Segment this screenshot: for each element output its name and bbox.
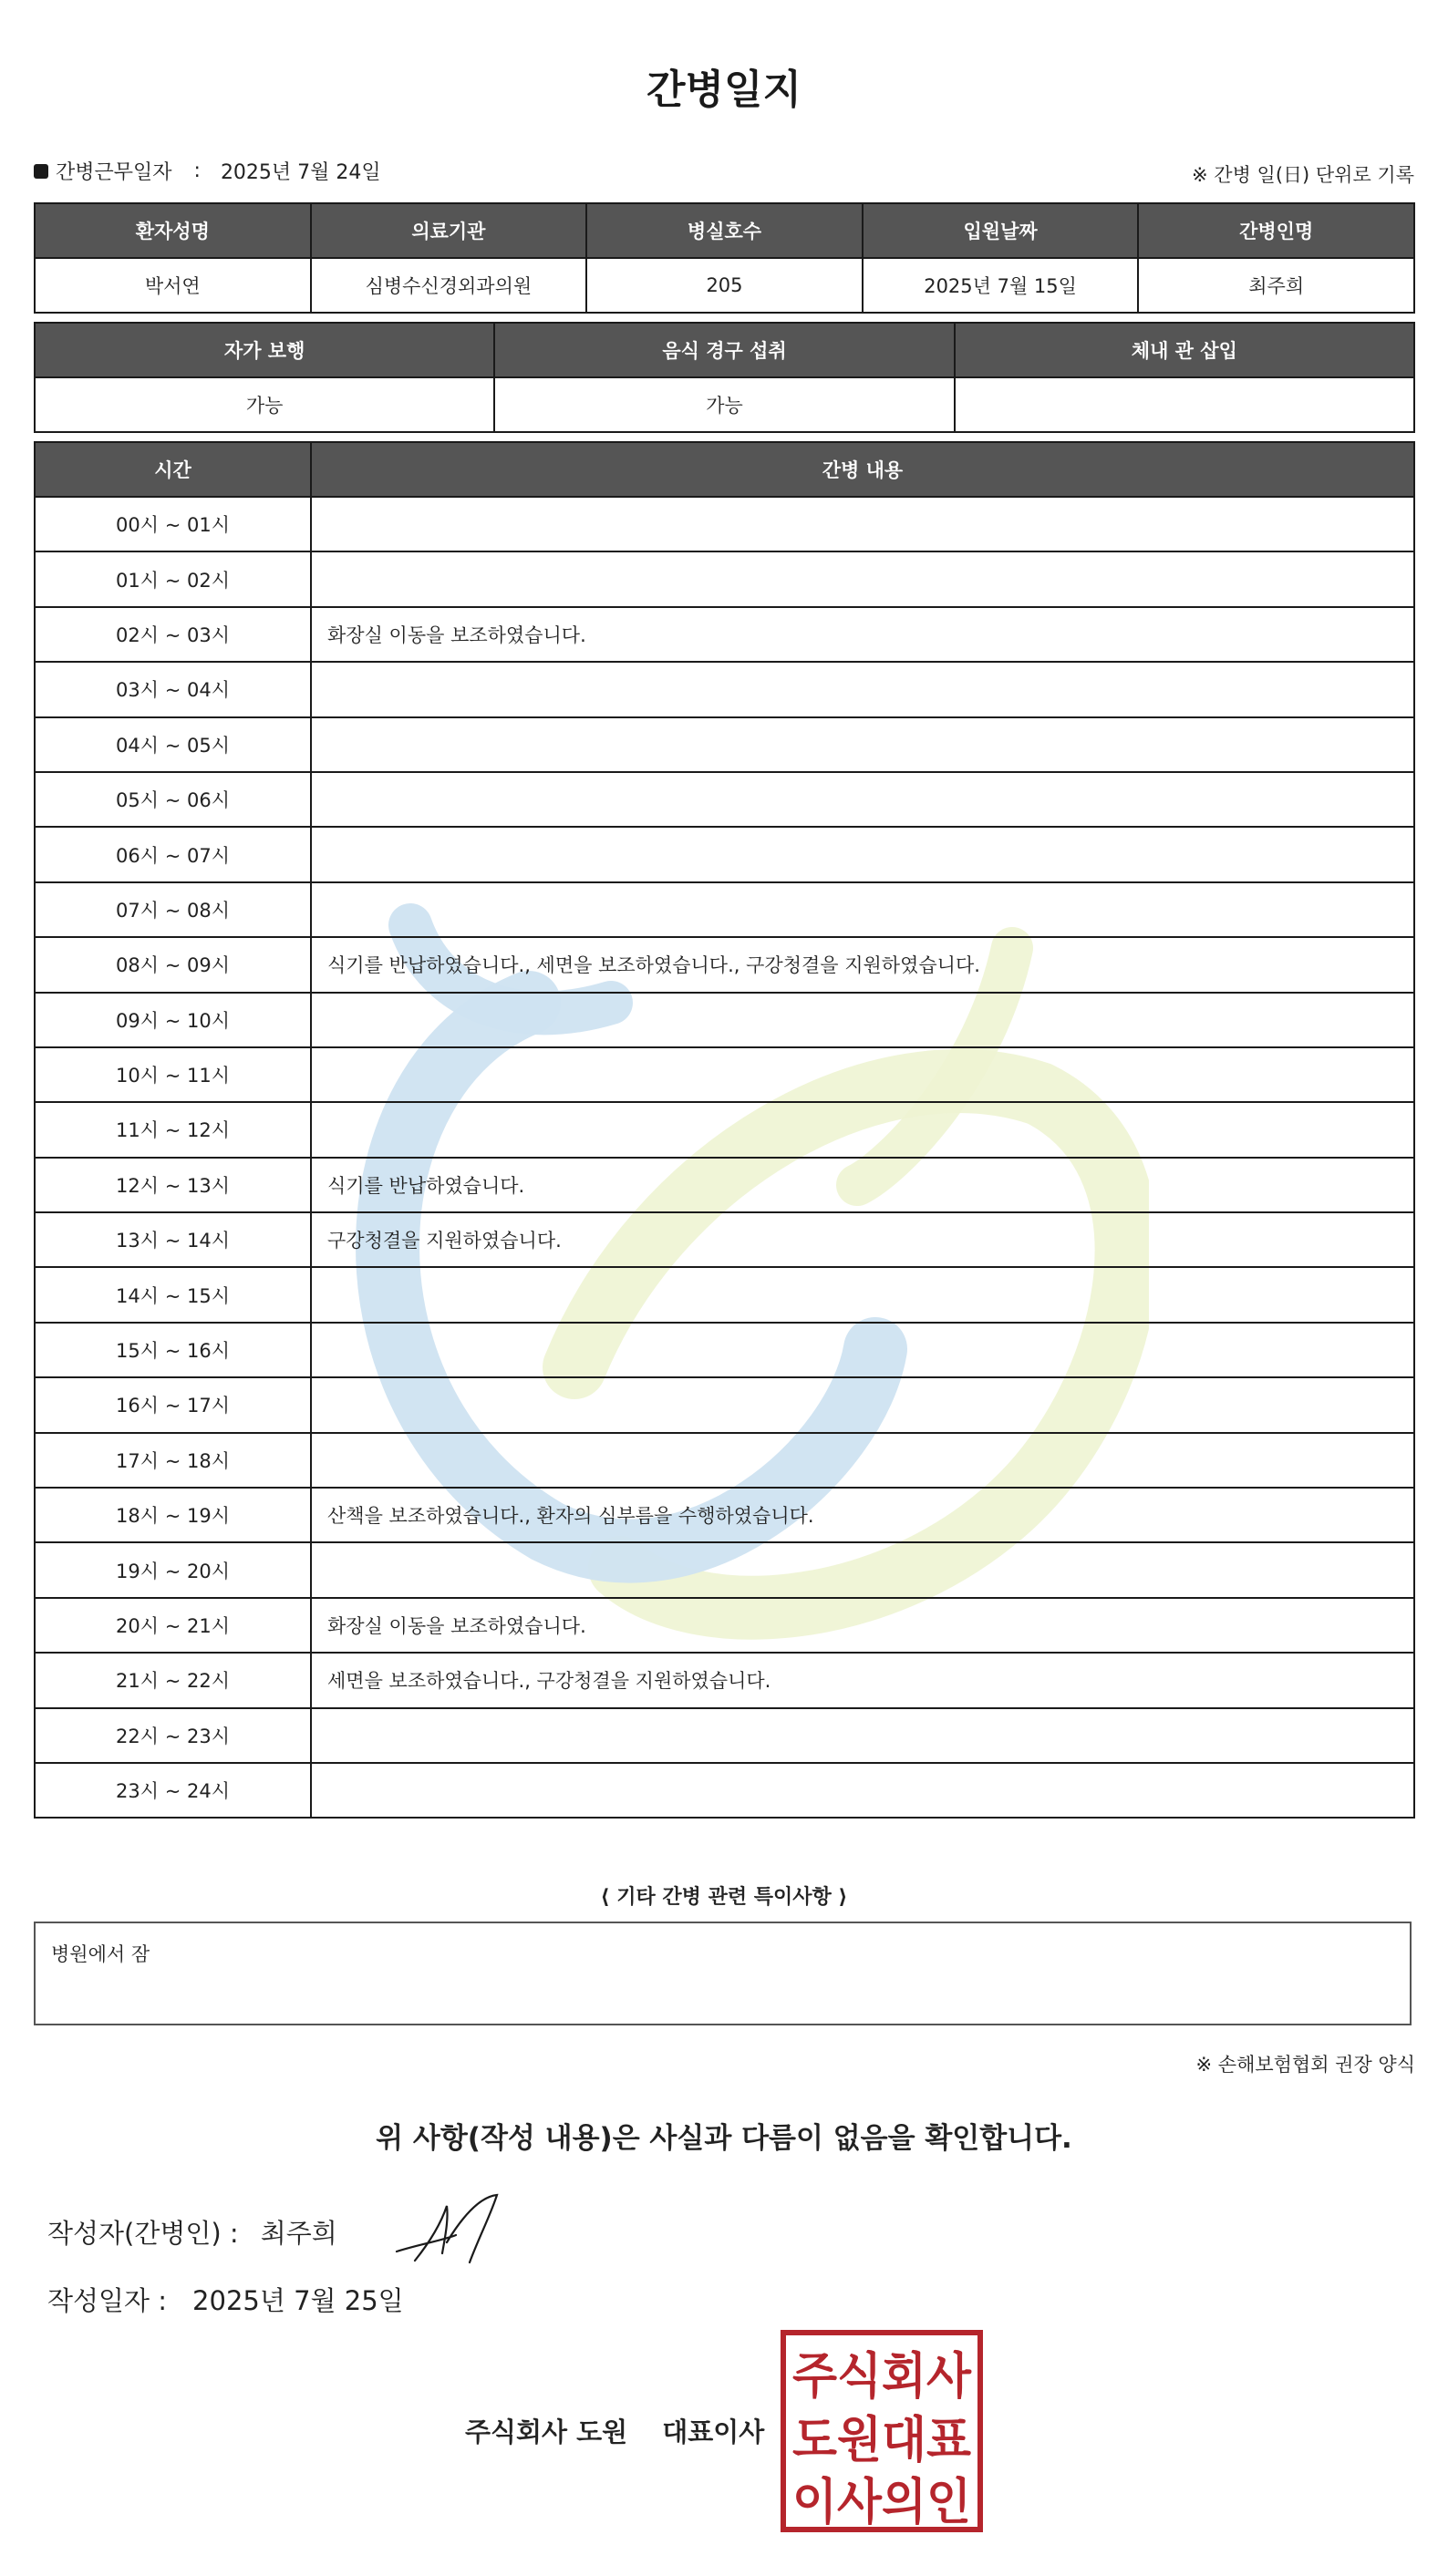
care-content: [311, 827, 1414, 881]
writer-row: [47, 2213, 337, 2251]
table-row: [35, 1047, 1414, 1102]
table-row: [35, 937, 1414, 992]
time-slot: 19시 ~ 20시: [35, 1542, 311, 1597]
patient-info-table: [34, 202, 1415, 314]
table-row: [35, 607, 1414, 662]
time-slot: 01시 ~ 02시: [35, 551, 311, 606]
admission-date: 2025년 7월 15일: [863, 258, 1139, 313]
care-content: 식기를 반납하였습니다., 세면을 보조하였습니다., 구강청결을 지원하였습니다.: [311, 937, 1414, 992]
time-slot: 21시 ~ 22시: [35, 1653, 311, 1707]
table-row: [35, 827, 1414, 881]
care-content: [311, 717, 1414, 772]
time-slot: 07시 ~ 08시: [35, 882, 311, 937]
time-slot: 11시 ~ 12시: [35, 1102, 311, 1157]
care-log-table: [34, 441, 1415, 1819]
care-content: [311, 1433, 1414, 1488]
seal-text-line: 이사의인: [792, 2473, 971, 2530]
work-date-label: 간병근무일자: [56, 161, 172, 184]
seal-text-line: 도원대표: [792, 2411, 971, 2468]
company-title: 대표이사: [662, 2416, 765, 2447]
time-slot: 14시 ~ 15시: [35, 1267, 311, 1322]
care-content: 화장실 이동을 보조하였습니다.: [311, 1598, 1414, 1653]
time-slot: 23시 ~ 24시: [35, 1763, 311, 1818]
tube-insertion-status: [955, 377, 1414, 432]
time-slot: 05시 ~ 06시: [35, 772, 311, 827]
writer-name: 최주희: [260, 2218, 337, 2249]
header-walking: 자가 보행: [35, 323, 494, 377]
care-content: 산책을 보조하였습니다., 환자의 심부름을 수행하였습니다.: [311, 1488, 1414, 1542]
time-slot: 22시 ~ 23시: [35, 1708, 311, 1763]
oral-intake-status: 가능: [494, 377, 954, 432]
confirmation-statement: 위 사항(작성 내용)은 사실과 다름이 없음을 확인합니다.: [376, 2122, 1072, 2155]
time-slot: 17시 ~ 18시: [35, 1433, 311, 1488]
caregiver-name: 최주희: [1138, 258, 1414, 313]
work-date-row: [34, 157, 1414, 190]
table-row: [35, 1158, 1414, 1212]
table-row: [35, 1212, 1414, 1267]
written-date-row: [47, 2281, 404, 2318]
time-slot: 08시 ~ 09시: [35, 937, 311, 992]
care-content: [311, 497, 1414, 551]
header-room-number: 병실호수: [586, 203, 863, 258]
time-slot: 16시 ~ 17시: [35, 1377, 311, 1432]
square-bullet-icon: [34, 164, 48, 179]
time-slot: 02시 ~ 03시: [35, 607, 311, 662]
time-slot: 12시 ~ 13시: [35, 1158, 311, 1212]
page-title: 간병일지: [646, 67, 802, 113]
header-tube-insertion: 체내 관 삽입: [955, 323, 1414, 377]
header-caregiver-name: 간병인명: [1138, 203, 1414, 258]
table-row: [35, 1433, 1414, 1488]
written-date-label: 작성일자 :: [47, 2285, 168, 2316]
care-content: [311, 1708, 1414, 1763]
form-source-note: ※ 손해보험협회 권장 양식: [1195, 2054, 1415, 2076]
time-slot: 10시 ~ 11시: [35, 1047, 311, 1102]
care-content: [311, 1377, 1414, 1432]
table-row: [35, 1377, 1414, 1432]
table-row: [35, 1488, 1414, 1542]
header-oral-intake: 음식 경구 섭취: [494, 323, 954, 377]
patient-status-table: [34, 322, 1415, 433]
table-row: [35, 1763, 1414, 1818]
header-patient-name: 환자성명: [35, 203, 311, 258]
time-slot: 20시 ~ 21시: [35, 1598, 311, 1653]
time-slot: 03시 ~ 04시: [35, 662, 311, 716]
table-row: [35, 1267, 1414, 1322]
table-row: [35, 1708, 1414, 1763]
company-name: 주식회사 도원: [465, 2416, 628, 2447]
time-slot: 15시 ~ 16시: [35, 1323, 311, 1377]
table-row: [35, 662, 1414, 716]
header-admission-date: 입원날짜: [863, 203, 1139, 258]
table-row: [35, 993, 1414, 1047]
seal-text-line: 주식회사: [792, 2347, 972, 2405]
time-slot: 13시 ~ 14시: [35, 1212, 311, 1267]
table-row: [35, 1102, 1414, 1157]
institution-name: 심병수신경외과의원: [311, 258, 587, 313]
care-content: [311, 662, 1414, 716]
time-slot: 09시 ~ 10시: [35, 993, 311, 1047]
care-content: [311, 1542, 1414, 1597]
writer-label: 작성자(간병인) :: [47, 2218, 239, 2249]
care-content: [311, 1323, 1414, 1377]
time-slot: 00시 ~ 01시: [35, 497, 311, 551]
care-content: [311, 1763, 1414, 1818]
care-content: [311, 1102, 1414, 1157]
care-content: 세면을 보조하였습니다., 구강청결을 지원하였습니다.: [311, 1653, 1414, 1707]
company-seal-stamp: [780, 2329, 984, 2533]
care-content: [311, 882, 1414, 937]
time-slot: 18시 ~ 19시: [35, 1488, 311, 1542]
room-number: 205: [586, 258, 863, 313]
time-slot: 06시 ~ 07시: [35, 827, 311, 881]
patient-name: 박서연: [35, 258, 311, 313]
care-content: [311, 1267, 1414, 1322]
header-care-content: 간병 내용: [311, 442, 1414, 497]
table-row: [35, 772, 1414, 827]
care-content: [311, 1047, 1414, 1102]
care-content: [311, 993, 1414, 1047]
written-date-value: 2025년 7월 25일: [192, 2285, 404, 2316]
care-content: [311, 551, 1414, 606]
table-row: [35, 717, 1414, 772]
unit-note: ※ 간병 일(日) 단위로 기록: [1192, 164, 1414, 186]
walking-status: 가능: [35, 377, 494, 432]
table-row: [35, 1598, 1414, 1653]
remarks-heading: ⟨ 기타 간병 관련 특이사항 ⟩: [600, 1886, 848, 1909]
table-row: [35, 1323, 1414, 1377]
care-content: [311, 772, 1414, 827]
care-content: 식기를 반납하였습니다.: [311, 1158, 1414, 1212]
work-date-value: 2025년 7월 24일: [220, 161, 381, 184]
remarks-box: 병원에서 잠: [34, 1922, 1412, 2025]
work-date-separator: :: [193, 160, 201, 182]
table-row: [35, 551, 1414, 606]
company-signatory: [465, 2412, 764, 2449]
care-content: 화장실 이동을 보조하였습니다.: [311, 607, 1414, 662]
care-content: 구강청결을 지원하였습니다.: [311, 1212, 1414, 1267]
header-time: 시간: [35, 442, 311, 497]
table-row: [35, 882, 1414, 937]
table-row: [35, 1653, 1414, 1707]
table-row: [35, 1542, 1414, 1597]
handwritten-signature: [392, 2188, 511, 2270]
time-slot: 04시 ~ 05시: [35, 717, 311, 772]
header-institution: 의료기관: [311, 203, 587, 258]
table-row: [35, 497, 1414, 551]
